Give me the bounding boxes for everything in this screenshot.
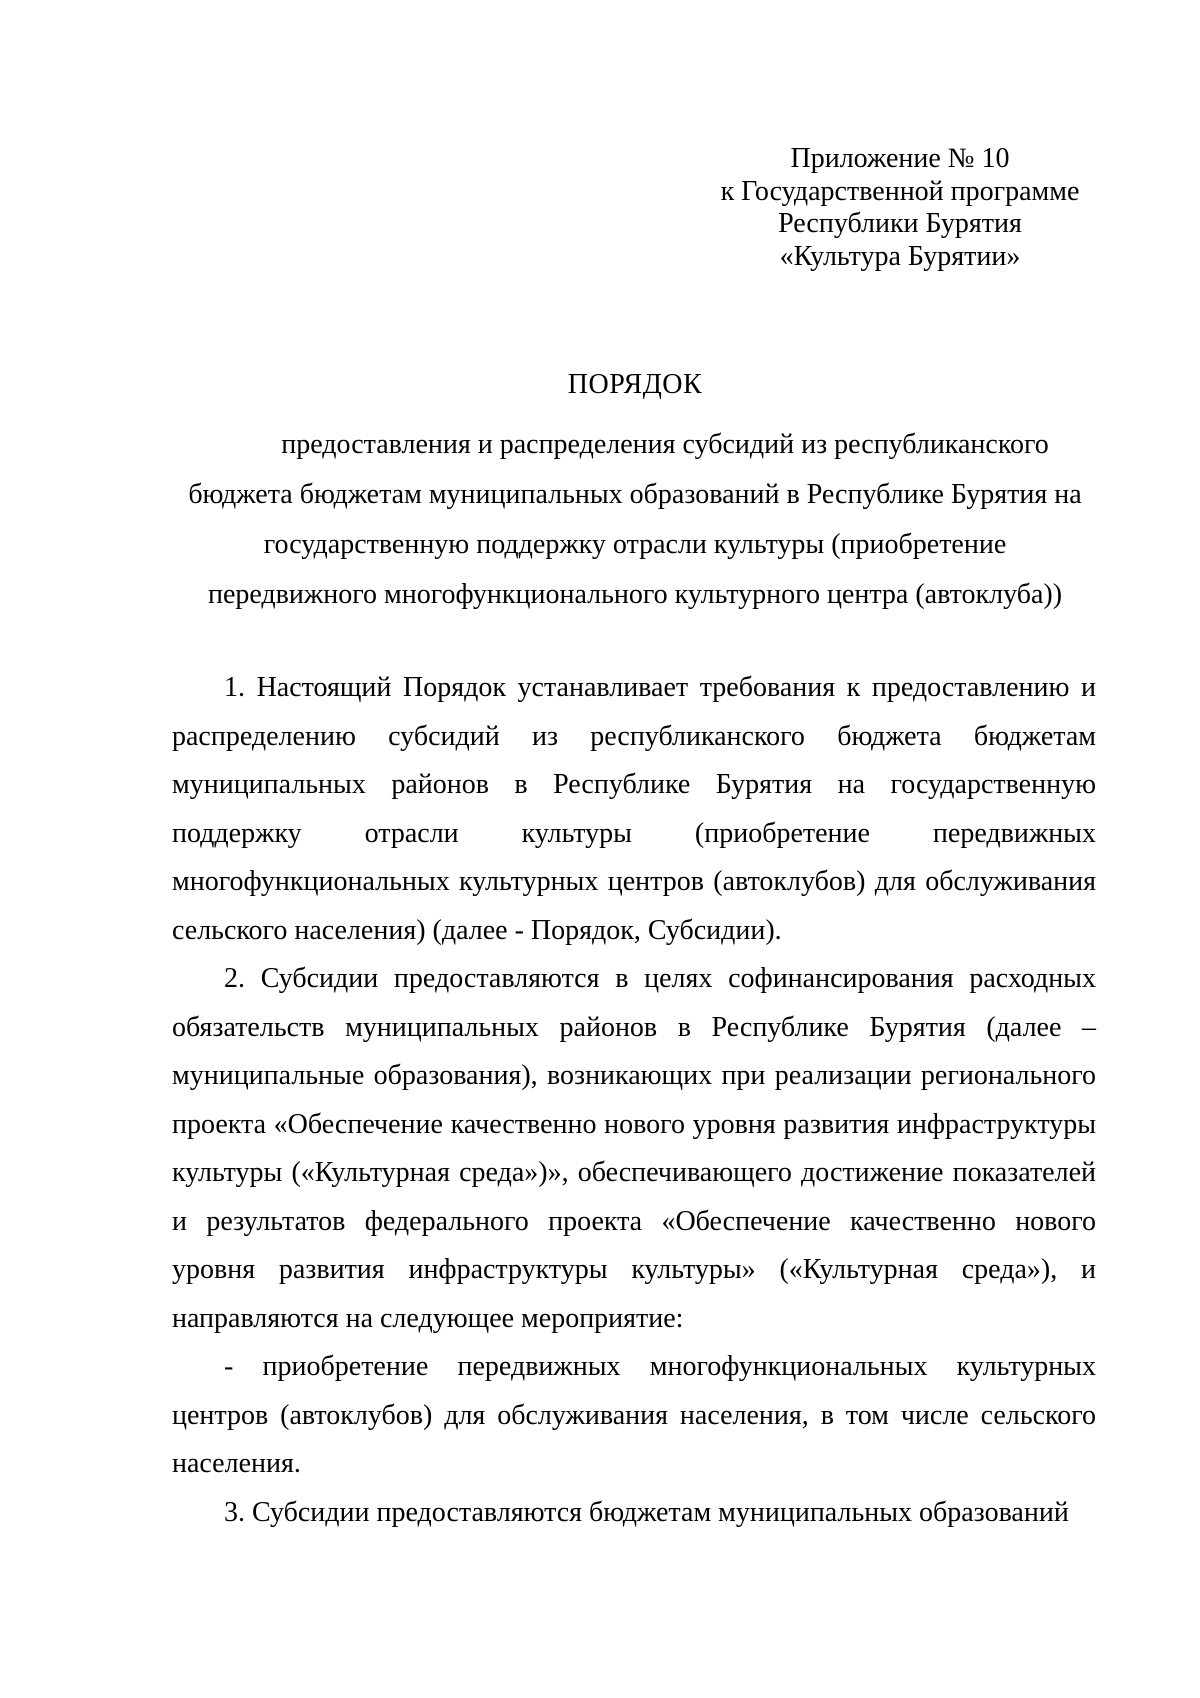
paragraph-2: 2. Субсидии предоставляются в целях софинансирования расходных обязательств муниципальных районов в Республике Бурятия (далее – муниципальные образования), возникающих при реализации регионального проекта «Обеспечение качественно нового уровня развития инфраструктуры культуры («Культурная среда»)», обеспечивающего достижение показателей и результатов федерального проекта «Обеспечение качественно нового уровня развития инфраструктуры культуры» («Культурная среда»), и направляются на следующее мероприятие: (172, 963, 1096, 1334)
subtitle-line-1: предоставления и распределения субсидий из республиканского (281, 429, 1049, 460)
subtitle-line-3: государственную поддержку отрасли культуры (приобретение (263, 529, 1007, 560)
annex-program: к Государственной программе (720, 175, 1080, 207)
subtitle-line-2: бюджета бюджетам муниципальных образований в Республике Бурятия на (188, 479, 1082, 510)
document-body (172, 664, 1096, 1537)
annex-number: Приложение № 10 (790, 143, 1010, 174)
paragraph-dash-item: - приобретение передвижных многофункциональных культурных центров (автоклубов) для обслуживания населения, в том числе сельского населения. (172, 1351, 1096, 1479)
paragraph-1: 1. Настоящий Порядок устанавливает требования к предоставлению и распределению субсидий из республиканского бюджета бюджетам муниципальных районов в Республике Бурятия на государственную поддержку отрасли культуры (приобретение передвижных многофункциональных культурных центров (автоклубов) для обслуживания сельского населения) (далее - Порядок, Субсидии). (172, 672, 1096, 946)
annex-republic: Республики Бурятия (778, 208, 1022, 239)
annex-header (700, 143, 1100, 273)
document-title: ПОРЯДОК (567, 369, 703, 400)
annex-program-name: «Культура Бурятии» (779, 240, 1021, 272)
paragraph-3: 3. Субсидии предоставляются бюджетам муниципальных образований (224, 1496, 1069, 1528)
subtitle-line-4: передвижного многофункционального культурного центра (автоклуба)) (207, 579, 1063, 610)
document-subtitle (170, 420, 1100, 620)
